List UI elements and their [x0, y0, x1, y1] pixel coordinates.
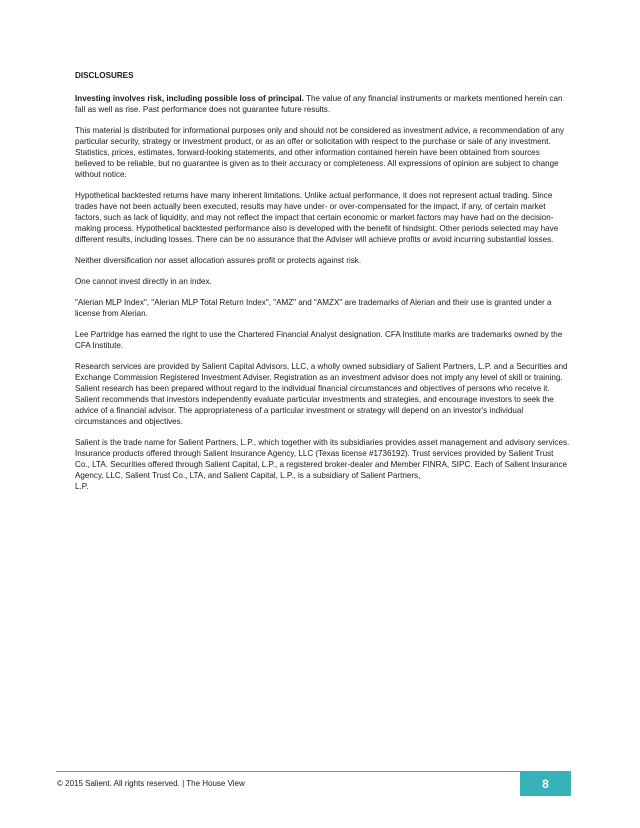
footer-divider: [56, 771, 571, 772]
research-paragraph: Research services are provided by Salient Capital Advisors, LLC, a wholly owned subsidiary of Salient Partners, L.P. and a Securities and Exchange Commission Registered Investment Adviser. Registration as an investment advisor does not imply any level of skill or training. Salient research has been prepared without regard to the individual financial circumstances and objectives of persons who receive it. Salient recommends that investors independently evaluate particular investments and strategies, and encourage investors to seek the advice of a financial advisor. The appropriateness of a particular investment or strategy will depend on an investor's individual circumstances and objectives.: [75, 362, 568, 426]
informational-paragraph: This material is distributed for informational purposes only and should not be considered as investment advice, a recommendation of any particular security, strategy or investment product, or as an offer or solicitation with respect to the purchase or sale of any investment. Statistics, prices, estimates, forward-looking statements, and other information contained herein have been obtained from sources believed to be reliable, but no guarantee is given as to their accuracy or completeness. All expressions of opinion are subject to change without notice.: [75, 126, 565, 179]
risk-text: The value of any financial instruments or markets mentioned herein can fall as well as rise. Past performance does not guarantee future results.: [75, 94, 563, 114]
diversification-paragraph: Neither diversification nor asset allocation assures profit or protects against risk.: [75, 256, 362, 265]
backtested-paragraph: Hypothetical backtested returns have many inherent limitations. Unlike actual performance, it does not represent actual trading. Since trades have not been actually been executed, results may have under- or over-compensated for the impact, if any, of certain market factors, such as lack of liquidity, and may not reflect the impact that certain economic or market factors may have had on the decision-making process. Hypothetical backtested performance also is developed with the benefit of hindsight. Other periods selected may have different results, including losses. There can be no assurance that the Adviser will achieve profits or avoid incurring substantial losses.: [75, 191, 559, 244]
footer-copyright: © 2015 Salient. All rights reserved. | The House View: [57, 779, 245, 788]
disclosures-section: [75, 70, 570, 492]
trademark-paragraph: "Alerian MLP Index", "Alerian MLP Total Return Index", "AMZ" and "AMZX" are trademarks of Alerian and their use is granted under a license from Alerian.: [75, 298, 552, 318]
risk-lead: Investing involves risk, including possible loss of principal.: [75, 94, 304, 103]
trailing-text: L.P.: [75, 482, 89, 491]
index-paragraph: One cannot invest directly in an index.: [75, 277, 212, 286]
salient-paragraph: Salient is the trade name for Salient Partners, L.P., which together with its subsidiaries provides asset management and advisory services. Insurance products offered through Salient Insurance Agency, LLC (Texas license #1736192). Trust services provided by Salient Trust Co., LTA. Securities offered through Salient Capital, L.P., a registered broker-dealer and Member FINRA, SIPC. Each of Salient Insurance Agency, LLC, Salient Trust Co., LTA, and Salient Capital, L.P., is a subsidiary of Salient Partners,: [75, 438, 570, 480]
page-title: DISCLOSURES: [75, 71, 134, 80]
cfa-paragraph: Lee Partridge has earned the right to use the Chartered Financial Analyst designation. CFA Institute marks are trademarks owned by the CFA Institute.: [75, 330, 563, 350]
page-number-badge: [520, 772, 571, 796]
page-number: 8: [542, 777, 549, 791]
risk-paragraph: [75, 93, 570, 115]
